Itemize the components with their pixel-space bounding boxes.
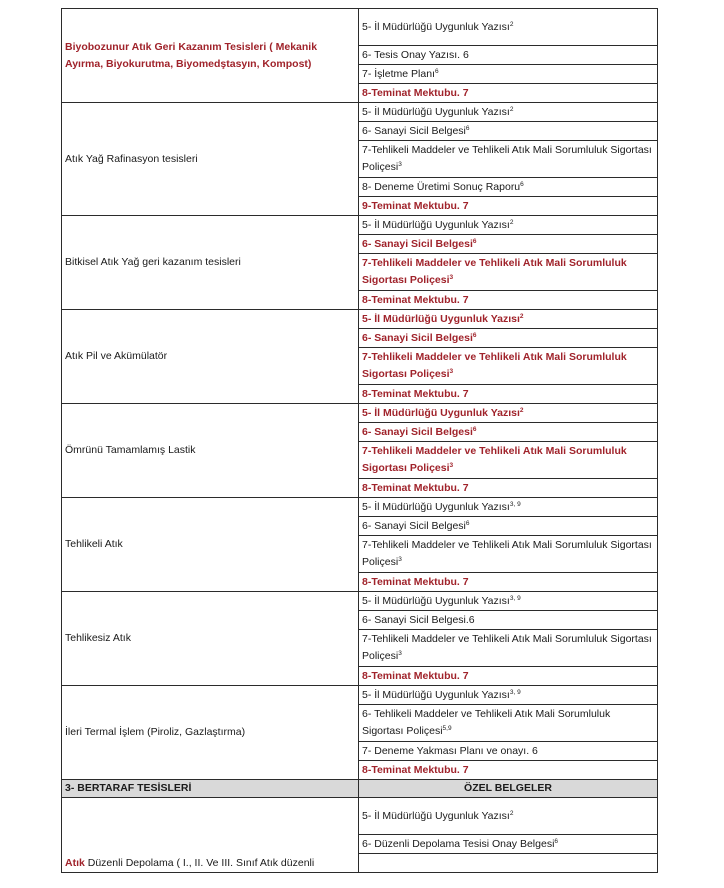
section-header-row xyxy=(62,780,658,798)
footnote-ref: 3 xyxy=(449,462,454,469)
table-row xyxy=(62,498,658,517)
document-label: 8- Deneme Üretimi Sonuç Raporu xyxy=(362,180,521,193)
document-cell xyxy=(359,291,658,310)
document-label: 6- Sanayi Sicil Belgesi xyxy=(362,237,473,250)
document-cell xyxy=(359,611,658,630)
table-row xyxy=(62,798,658,835)
footnote-ref: 3 xyxy=(398,161,402,168)
document-cell xyxy=(359,686,658,705)
section-title: 3- BERTARAF TESİSLERİ xyxy=(62,780,359,798)
facility-label-highlight: Atık xyxy=(65,857,85,869)
facility-cell: Tehlikesiz Atık xyxy=(62,592,359,686)
footnote-ref: 3 xyxy=(398,556,402,563)
document-cell xyxy=(359,103,658,122)
document-label: 5- İl Müdürlüğü Uygunluk Yazısı xyxy=(362,594,510,607)
document-label: 6- Tesis Onay Yazısı. 6 xyxy=(362,48,469,61)
document-label: 6- Sanayi Sicil Belgesi xyxy=(362,124,466,137)
table-row xyxy=(62,310,658,329)
document-label: 6- Düzenli Depolama Tesisi Onay Belgesi xyxy=(362,837,555,850)
document-cell xyxy=(359,84,658,103)
footnote-ref: 3 xyxy=(449,274,454,281)
document-label: 8-Teminat Mektubu. 7 xyxy=(362,481,469,494)
document-cell xyxy=(359,46,658,65)
table-row xyxy=(62,686,658,705)
document-cell xyxy=(359,705,658,742)
document-cell xyxy=(359,835,658,854)
document-label: 8-Teminat Mektubu. 7 xyxy=(362,763,469,776)
document-label: 5- İl Müdürlüğü Uygunluk Yazısı xyxy=(362,105,510,118)
document-label: 9-Teminat Mektubu. 7 xyxy=(362,199,469,212)
document-label: 5- İl Müdürlüğü Uygunluk Yazısı xyxy=(362,406,520,419)
facility-cell: Ömrünü Tamamlamış Lastik xyxy=(62,404,359,498)
facility-cell: Tehlikeli Atık xyxy=(62,498,359,592)
document-cell xyxy=(359,442,658,479)
footnote-ref: 2 xyxy=(509,20,514,28)
facility-cell: Bitkisel Atık Yağ geri kazanım tesisleri xyxy=(62,216,359,310)
document-label: 5- İl Müdürlüğü Uygunluk Yazısı xyxy=(362,809,510,822)
document-cell xyxy=(359,178,658,197)
document-label: 5- İl Müdürlüğü Uygunluk Yazısı xyxy=(362,20,510,33)
footnote-ref: 6 xyxy=(520,180,524,188)
document-label: 7-Tehlikeli Maddeler ve Tehlikeli Atık Mali Sorumluluk Sigortası Poliçesi xyxy=(362,257,627,286)
footnote-ref: 2 xyxy=(509,809,514,817)
document-cell xyxy=(359,216,658,235)
document-cell xyxy=(359,9,658,46)
footnote-ref: 6 xyxy=(465,124,470,132)
footnote-ref: 6 xyxy=(472,237,477,245)
document-label: 6- Tehlikeli Maddeler ve Tehlikeli Atık Mali Sorumluluk Sigortası Poliçesi xyxy=(362,708,611,737)
footnote-ref: 3, 9 xyxy=(509,594,521,602)
document-cell xyxy=(359,573,658,592)
document-label: 5- İl Müdürlüğü Uygunluk Yazısı xyxy=(362,312,520,325)
footnote-ref: 3 xyxy=(449,368,454,375)
facility-cell: İleri Termal İşlem (Piroliz, Gazlaştırma) xyxy=(62,686,359,780)
table-row xyxy=(62,216,658,235)
document-label: 8-Teminat Mektubu. 7 xyxy=(362,669,469,682)
footnote-ref: 6 xyxy=(472,331,477,339)
document-cell xyxy=(359,517,658,536)
document-label: 8-Teminat Mektubu. 7 xyxy=(362,387,469,400)
document-label: 5- İl Müdürlüğü Uygunluk Yazısı xyxy=(362,500,510,513)
document-label: 6- Sanayi Sicil Belgesi.6 xyxy=(362,613,475,626)
document-label: 7-Tehlikeli Maddeler ve Tehlikeli Atık Mali Sorumluluk Sigortası Poliçesi xyxy=(362,144,652,173)
document-label: 8-Teminat Mektubu. 7 xyxy=(362,575,469,588)
document-label: 5- İl Müdürlüğü Uygunluk Yazısı xyxy=(362,218,510,231)
footnote-ref: 2 xyxy=(509,218,514,226)
column-header-special-documents: ÖZEL BELGELER xyxy=(359,780,658,798)
footnote-ref: 3 xyxy=(398,650,402,657)
document-label: 8-Teminat Mektubu. 7 xyxy=(362,293,469,306)
document-cell xyxy=(359,310,658,329)
document-cell xyxy=(359,498,658,517)
document-label: 5- İl Müdürlüğü Uygunluk Yazısı xyxy=(362,688,510,701)
document-cell xyxy=(359,385,658,404)
facility-label: Düzenli Depolama ( I., II. Ve III. Sınıf Atık düzenli xyxy=(84,857,315,869)
document-label: 6- Sanayi Sicil Belgesi xyxy=(362,331,473,344)
document-cell xyxy=(359,65,658,84)
footnote-ref: 6 xyxy=(554,837,559,845)
document-cell xyxy=(359,122,658,141)
footnote-ref: 5,9 xyxy=(442,725,452,732)
footnote-ref: 3, 9 xyxy=(509,500,521,508)
document-cell xyxy=(359,630,658,667)
footnote-ref: 6 xyxy=(465,519,470,527)
document-cell xyxy=(359,404,658,423)
document-label: 6- Sanayi Sicil Belgesi xyxy=(362,425,473,438)
document-label: 7-Tehlikeli Maddeler ve Tehlikeli Atık Mali Sorumluluk Sigortası Poliçesi xyxy=(362,539,652,568)
document-cell xyxy=(359,141,658,178)
document-cell xyxy=(359,536,658,573)
document-cell xyxy=(359,742,658,761)
document-cell xyxy=(359,854,658,873)
footnote-ref: 6 xyxy=(434,67,439,75)
document-cell xyxy=(359,423,658,442)
footnote-ref: 3, 9 xyxy=(509,688,521,696)
footnote-ref: 2 xyxy=(519,312,524,320)
document-cell xyxy=(359,329,658,348)
document-cell xyxy=(359,479,658,498)
footnote-ref: 2 xyxy=(509,105,514,113)
table-row xyxy=(62,103,658,122)
document-cell xyxy=(359,235,658,254)
table-row xyxy=(62,592,658,611)
document-cell xyxy=(359,761,658,780)
document-label: 8-Teminat Mektubu. 7 xyxy=(362,86,469,99)
document-label: 7- Deneme Yakması Planı ve onayı. 6 xyxy=(362,744,538,757)
document-cell xyxy=(359,197,658,216)
document-cell xyxy=(359,592,658,611)
facility-cell: Atık Yağ Rafinasyon tesisleri xyxy=(62,103,359,216)
facility-cell: Atık Pil ve Akümülatör xyxy=(62,310,359,404)
document-label: 7-Tehlikeli Maddeler ve Tehlikeli Atık Mali Sorumluluk Sigortası Poliçesi xyxy=(362,633,652,662)
facility-cell: Biyobozunur Atık Geri Kazanım Tesisleri ( Mekanik Ayırma, Biyokurutma, Biyomedştasyın, Kompost) xyxy=(62,9,359,103)
footnote-ref: 2 xyxy=(519,406,524,414)
document-cell xyxy=(359,667,658,686)
document-table xyxy=(61,8,658,873)
document-label: 6- Sanayi Sicil Belgesi xyxy=(362,519,466,532)
table-row xyxy=(62,404,658,423)
document-cell xyxy=(359,348,658,385)
facility-cell xyxy=(62,798,359,873)
document-cell xyxy=(359,798,658,835)
table-row xyxy=(62,9,658,46)
document-cell xyxy=(359,254,658,291)
footnote-ref: 6 xyxy=(472,425,477,433)
document-label: 7- İşletme Planı xyxy=(362,67,435,80)
table-body xyxy=(62,9,658,873)
document-label: 7-Tehlikeli Maddeler ve Tehlikeli Atık Mali Sorumluluk Sigortası Poliçesi xyxy=(362,445,627,474)
document-label: 7-Tehlikeli Maddeler ve Tehlikeli Atık Mali Sorumluluk Sigortası Poliçesi xyxy=(362,351,627,380)
